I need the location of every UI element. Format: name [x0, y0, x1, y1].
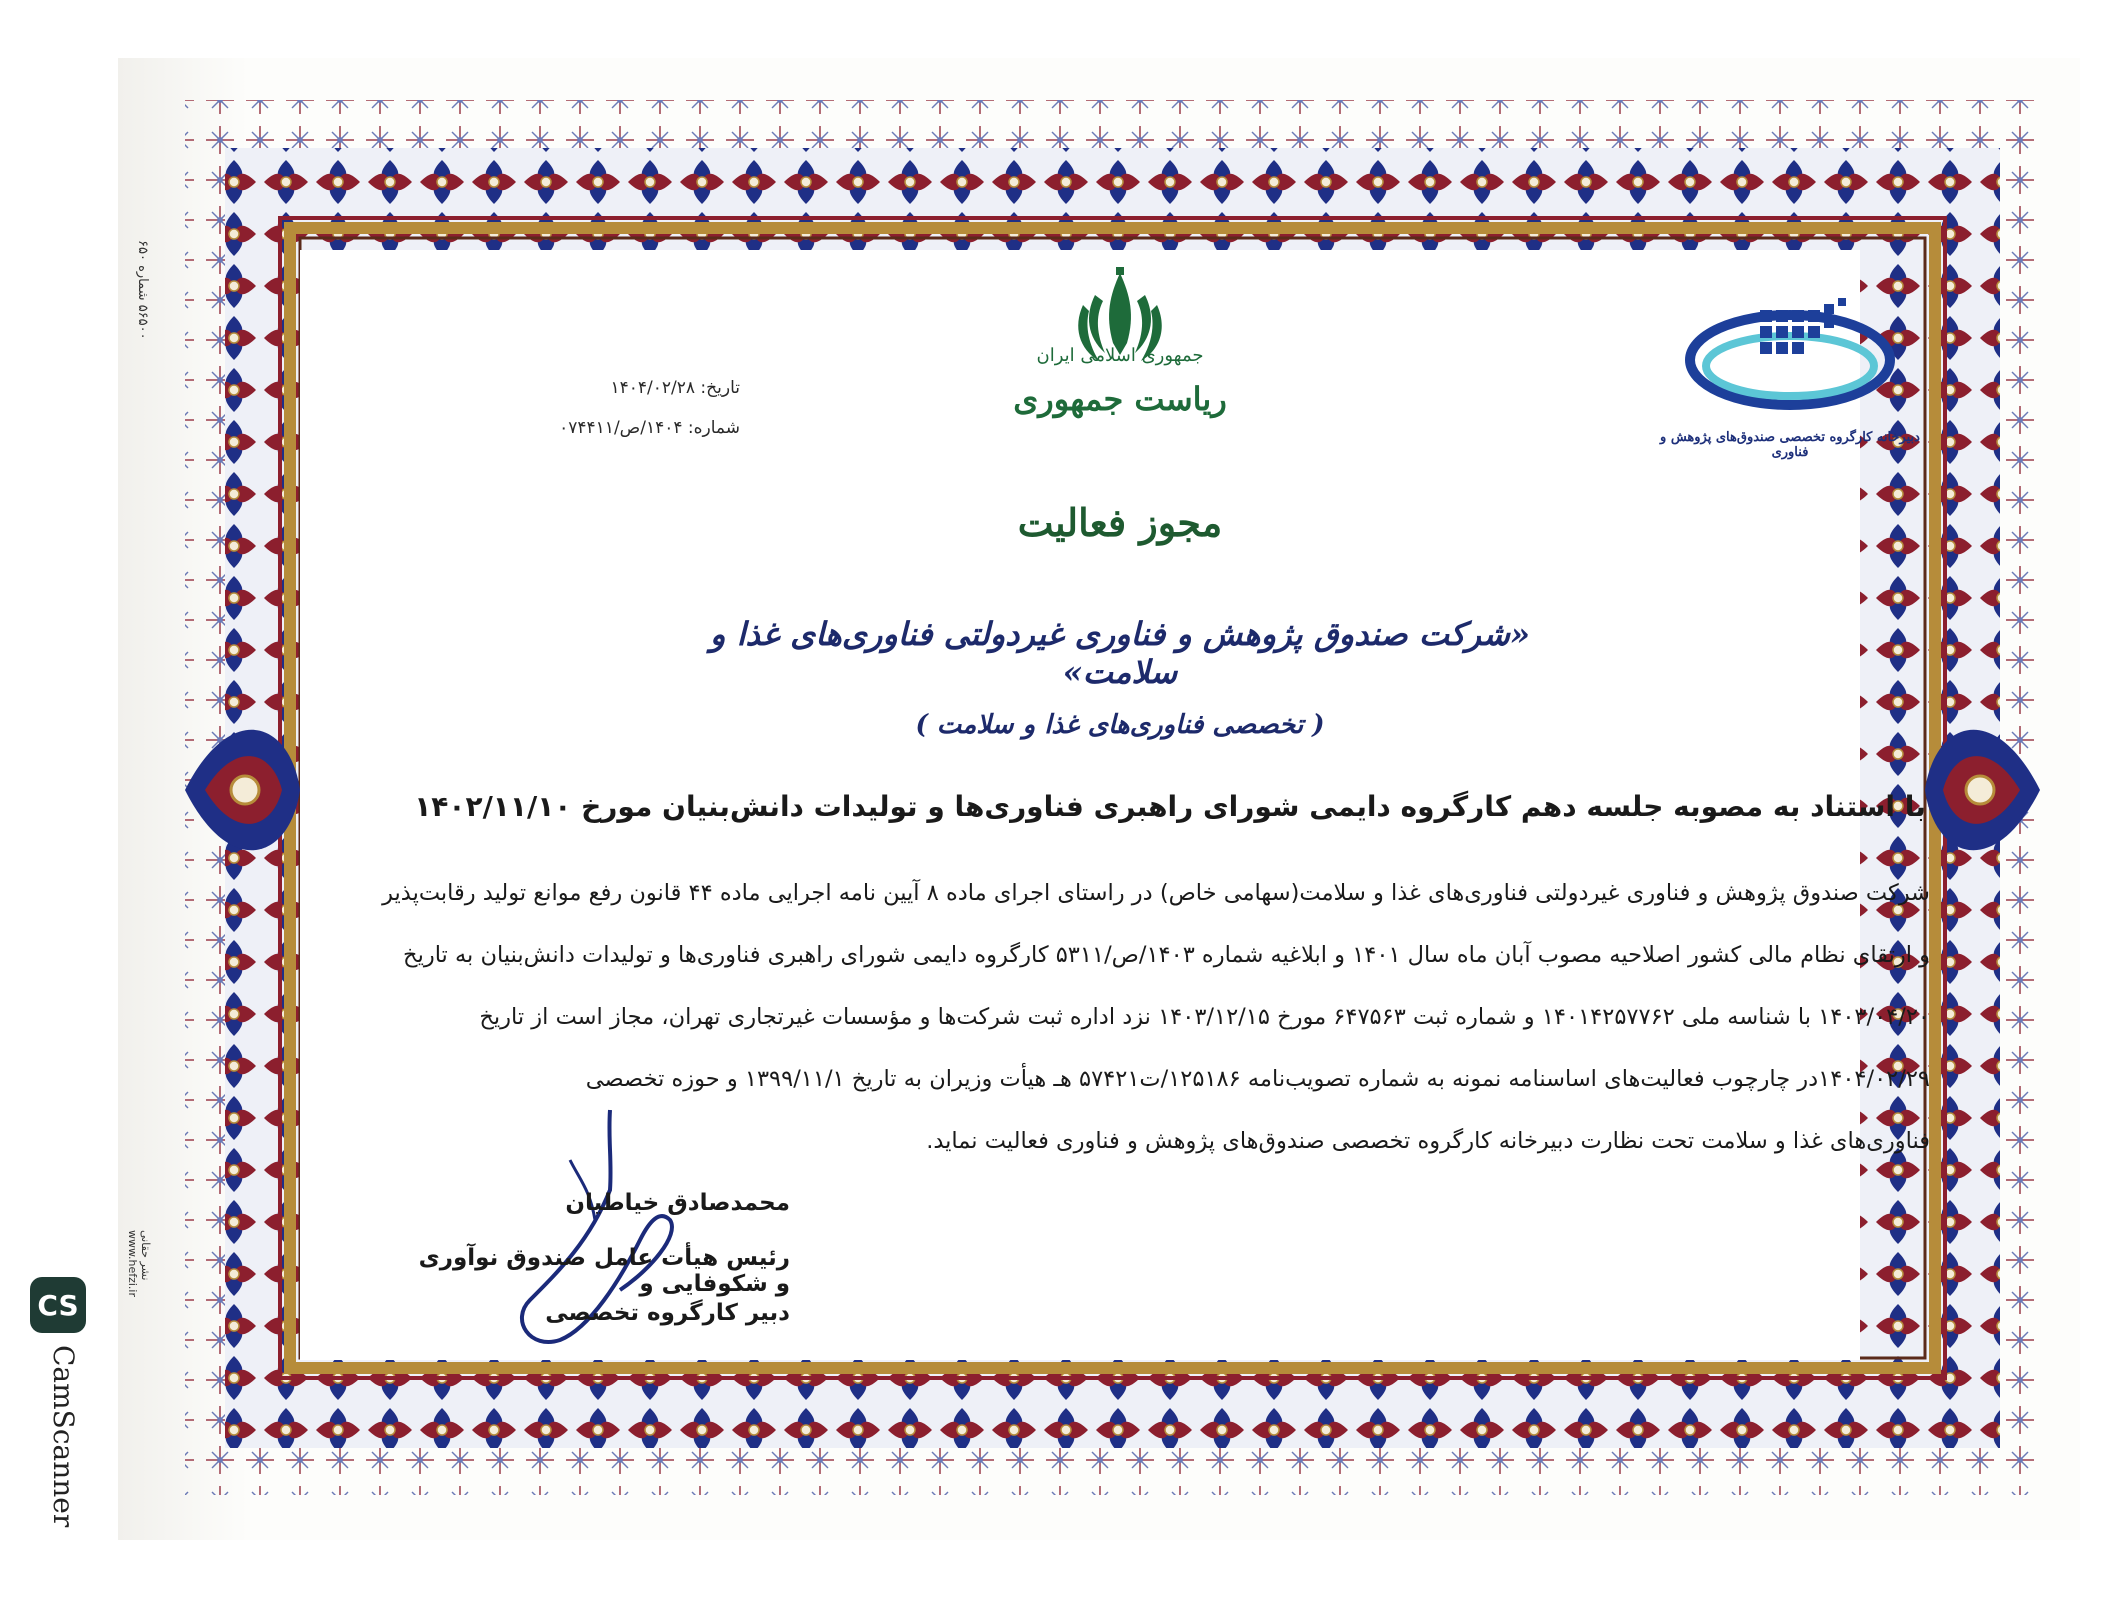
signatory-name: محمدصادق خیاطیان — [565, 1190, 790, 1216]
government-subtitle: جمهوری اسلامی ایران — [1036, 345, 1204, 366]
company-name: «شرکت صندوق پژوهش و فناوری غیردولتی فناوری‌های غذا و سلامت» — [710, 615, 1530, 691]
signatory-title-1: رئیس هیأت عامل صندوق نوآوری و شکوفایی و — [418, 1245, 790, 1297]
letter-date: تاریخ: ۱۴۰۴/۰۲/۲۸ — [610, 378, 740, 398]
handwritten-signature — [470, 1100, 750, 1370]
printer-note: نشر حقانی www.hefzi.ir — [126, 1230, 152, 1297]
margin-serial-note: ۵۶۵۰۰ شماره ۶۵۰ — [135, 240, 150, 340]
government-title: ریاست جمهوری — [1013, 380, 1227, 418]
body-line: و ارتقای نظام مالی کشور اصلاحیه مصوب آبان ماه سال ۱۴۰۱ و ابلاغیه شماره ۱۴۰۳/ص/۵۳۱۱ کارگروه دایمی شورای راهبری فناوری‌ها و تولیدات دانش‌بنیان به تاریخ — [403, 942, 1930, 968]
decree-heading: با استناد به مصوبه جلسه دهم کارگروه دایمی شورای راهبری فناوری‌ها و تولیدات دانش‌بنیان مورخ ۱۴۰۲/۱۱/۱۰ — [414, 790, 1926, 823]
camscanner-logo: CS — [30, 1277, 86, 1333]
body-line: فناوری‌های غذا و سلامت تحت نظارت دبیرخانه کارگروه تخصصی صندوق‌های پژوهش و فناوری فعالیت نماید. — [926, 1128, 1930, 1154]
body-line: ۱۴۰۴/۰۲/۲۹در چارچوب فعالیت‌های اساسنامه نمونه به شماره تصویب‌نامه ۱۲۵۱۸۶/ت۵۷۴۲۱ هـ هیأت وزیران به تاریخ ۱۳۹۹/۱۱/۱ و حوزه تخصصی — [585, 1066, 1930, 1092]
body-line: شرکت صندوق پژوهش و فناوری غیردولتی فناوری‌های غذا و سلامت(سهامی خاص) در راستای اجرای ماده ۸ آیین نامه اجرایی ماده ۴۴ قانون رفع موانع تولید رقابت‌پذیر — [382, 880, 1930, 906]
signatory-title-2: دبیر کارگروه تخصصی — [545, 1300, 790, 1326]
camscanner-label: CamScanner — [47, 1345, 80, 1528]
fund-caption: دبیرخانه کارگروه تخصصی صندوق‌های پژوهش و فناوری — [1660, 430, 1920, 460]
document-title: مجوز فعالیت — [1017, 500, 1223, 545]
fund-logo-icon — [1680, 290, 1900, 420]
body-line: ۱۴۰۳/۰۴/۲۰ با شناسه ملی ۱۴۰۱۴۲۵۷۷۶۲ و شماره ثبت ۶۴۷۵۶۳ مورخ ۱۴۰۳/۱۲/۱۵ نزد اداره ثبت شرکت‌ها و مؤسسات غیرتجاری تهران، مجاز است از تاریخ — [479, 1004, 1930, 1030]
specialty-line: ( تخصصی فناوری‌های غذا و سلامت ) — [915, 710, 1325, 740]
letter-number: شماره: ۱۴۰۴/ص/۰۷۴۴۱۱ — [559, 418, 740, 438]
